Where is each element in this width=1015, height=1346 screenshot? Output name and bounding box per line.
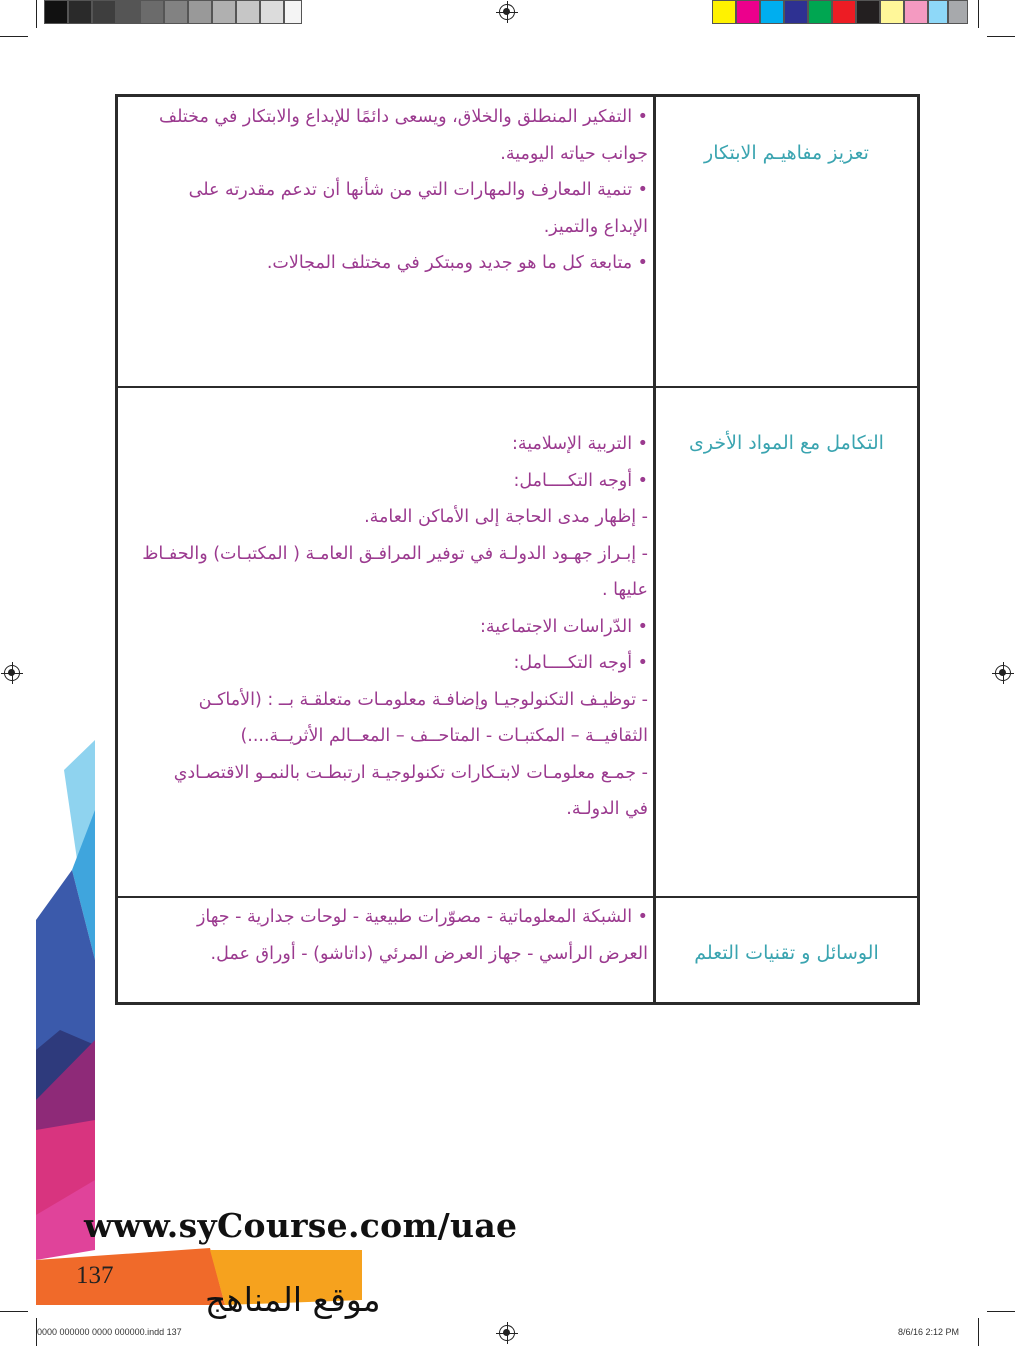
row-content-integration [122,426,648,828]
content-line: • التربية الإسلامية: [512,434,648,454]
row-label-innovation: تعزيز مفاهيـم الابتكار [704,142,869,164]
content-line: • أوجه التكــــامل: [513,653,648,673]
site-name: موقع المناهج [205,1280,381,1319]
content-line: - إبـراز جهـود الدولـة في توفير المرافـق العامـة ( المكتبـات) والحفـاظ [142,543,648,564]
curriculum-table [115,94,920,1005]
content-line: • التفكير المنطلق والخلاق، ويسعى دائمًا للإبداع والابتكار في مختلف [158,107,648,127]
row-content-learning-tools [122,899,648,972]
content-line: - إظهار مدى الحاجة إلى الأماكن العامة. [364,507,648,527]
content-line: عليها . [601,580,648,600]
column-divider [653,97,656,1002]
content-line: الثقافيــة – المكتبـات - المتاحــف – المعــالم الأثريــة....) [240,726,648,746]
row-label-learning-tools: الوسائل و تقنيات التعلم [694,942,879,964]
content-line: - جمـع معلومـات لابتـكارات تكنولوجيـة ارتبطـت بالنمـو الاقتصـادي [173,762,648,783]
content-line: العرض الرأسي - جهاز العرض المرئي (داتاشو) - أوراق عمل. [210,943,648,964]
content-line: • متابعة كل ما هو جديد ومبتكر في مختلف المجالات. [266,253,648,273]
content-line: - توظيـف التكنولوجيـا وإضافـة معلومـات متعلقـة بــ : (الأماكـن [198,689,648,710]
website-url[interactable]: www.syCourse.com/uae [84,1206,518,1245]
row-label-integration: التكامل مع المواد الأخرى [689,432,884,454]
content-line: جوانب حياته اليومية. [500,143,648,164]
content-line: في الدولـة. [566,799,648,819]
content-line: • تنمية المعارف والمهارات التي من شأنها أن تدعم مقدرته على [188,180,648,200]
row-divider [118,386,917,388]
page-number: 137 [76,1262,114,1289]
row-content-innovation [122,99,648,282]
content-line: • الشبكة المعلوماتية - مصوّرات طبيعية - لوحات جدارية - جهاز [196,907,648,927]
file-info: 0000 000000 0000 000000.indd 137 [37,1327,182,1337]
content-line: • أوجه التكــــامل: [513,470,648,491]
content-line: • الدّراسات الاجتماعية: [479,616,648,637]
content-line: الإبداع والتميز. [543,216,648,237]
date-info: 8/6/16 2:12 PM [898,1327,960,1337]
row-divider [118,896,917,898]
